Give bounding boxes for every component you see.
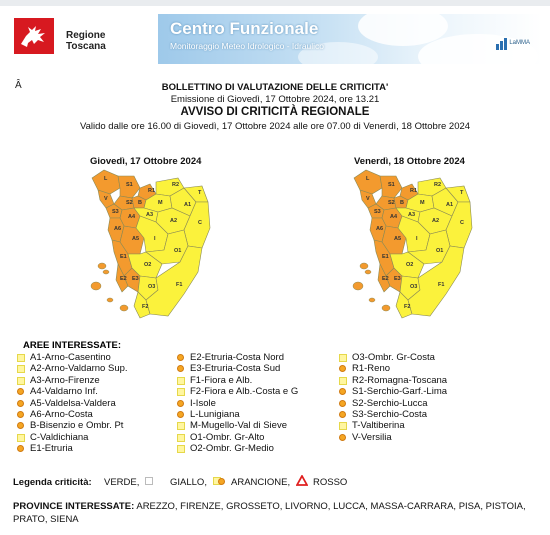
yellow-level-marker xyxy=(177,434,185,442)
notice-title: AVVISO DI CRITICITÀ REGIONALE xyxy=(180,106,370,118)
zone-label: R2 xyxy=(434,182,442,188)
orange-level-marker xyxy=(177,411,184,418)
zone-label: A4 xyxy=(390,214,398,220)
area-label: C-Valdichiana xyxy=(30,431,89,443)
island xyxy=(382,305,390,311)
area-label: R1-Reno xyxy=(352,363,391,375)
island xyxy=(353,282,363,290)
legend-red-triangle-icon xyxy=(296,475,308,486)
zone-label: O2 xyxy=(406,262,414,268)
zone-label: R2 xyxy=(172,182,180,188)
zone-label: E3 xyxy=(394,276,401,282)
orange-level-marker xyxy=(339,434,346,441)
zone-label: V xyxy=(104,196,108,202)
area-label: O3-Ombr. Gr-Costa xyxy=(352,352,435,363)
lamma-label: LaMMA xyxy=(509,40,530,46)
island xyxy=(103,270,109,274)
centro-funzionale-banner xyxy=(158,14,542,64)
zone-label: S2 xyxy=(126,200,133,206)
banner-subtitle: Monitoraggio Meteo Idrologico - Idraulico xyxy=(170,41,325,51)
zone-label: F2 xyxy=(404,304,411,310)
right-alert-map xyxy=(346,168,526,328)
area-label: T-Valtiberina xyxy=(352,420,405,432)
regione-toscana-logo xyxy=(8,14,148,58)
provinces-list: AREZZO, FIRENZE, GROSSETO, LIVORNO, LUCCA, MASSA-CARRARA, PISA, PISTOIA, PRATO, SIENA xyxy=(13,501,526,525)
orange-level-marker xyxy=(177,400,184,407)
emission-line: Emissione di Giovedì, 17 Ottobre 2024, ore 13.21 xyxy=(170,94,380,105)
area-label: L-Lunigiana xyxy=(190,408,240,420)
zone-label: C xyxy=(460,220,464,226)
orange-level-marker xyxy=(17,445,24,452)
left-map-title: Giovedì, 17 Ottobre 2024 xyxy=(90,156,202,167)
legend-label: Legenda criticità: xyxy=(13,477,92,488)
zone-label: O3 xyxy=(148,284,156,290)
orange-level-marker xyxy=(17,422,24,429)
yellow-level-marker xyxy=(339,422,347,430)
area-label: S1-Serchio-Garf.-Lima xyxy=(352,386,448,398)
zone-label: A2 xyxy=(170,218,178,224)
zone-label: E2 xyxy=(120,276,127,282)
zone-label: S3 xyxy=(112,209,119,215)
zone-label: A3 xyxy=(408,212,416,218)
zone-label: A4 xyxy=(128,214,136,220)
yellow-level-marker xyxy=(17,377,25,385)
orange-level-marker xyxy=(339,411,346,418)
yellow-level-marker xyxy=(17,434,25,442)
zone-label: I xyxy=(154,236,156,242)
yellow-level-marker xyxy=(339,377,347,385)
island xyxy=(360,263,368,269)
legend-arancione-label: ARANCIONE, xyxy=(231,477,291,488)
yellow-level-marker xyxy=(177,445,185,453)
area-label: S3-Serchio-Costa xyxy=(352,408,427,420)
zone-label: A5 xyxy=(394,236,402,242)
area-label: A6-Arno-Costa xyxy=(30,408,93,420)
legend-arancione xyxy=(231,477,290,488)
zone-label: O2 xyxy=(144,262,152,268)
zone-label: E1 xyxy=(120,254,127,260)
areas-title: AREE INTERESSATE: xyxy=(23,340,122,351)
island xyxy=(365,270,371,274)
area-label: I-Isole xyxy=(190,397,216,409)
zone-l xyxy=(92,170,120,194)
yellow-level-marker xyxy=(17,354,25,362)
zone-label: F1 xyxy=(438,282,445,288)
orange-level-marker xyxy=(17,411,24,418)
island xyxy=(107,298,113,302)
zone-label: A3 xyxy=(146,212,154,218)
zone-label: C xyxy=(198,220,202,226)
zone-label: L xyxy=(366,176,370,182)
zone-label: M xyxy=(420,200,425,206)
legend-rosso: ROSSO xyxy=(313,477,348,488)
orange-level-marker xyxy=(339,365,346,372)
zone-label: B xyxy=(400,200,404,206)
area-label: F2-Fiora e Alb.-Costa e G xyxy=(190,386,299,398)
area-label: O2-Ombr. Gr-Medio xyxy=(190,443,274,455)
zone-label: E2 xyxy=(382,276,389,282)
legend-giallo xyxy=(170,477,221,488)
area-label: B-Bisenzio e Ombr. Pt xyxy=(30,420,124,432)
yellow-level-marker xyxy=(177,422,185,430)
orange-level-marker xyxy=(339,388,346,395)
zone-label: O1 xyxy=(436,248,444,254)
zone-label: A5 xyxy=(132,236,140,242)
zone-label: S1 xyxy=(126,182,133,188)
zone-label: A6 xyxy=(114,226,122,232)
zone-label: A6 xyxy=(376,226,384,232)
right-map-title: Venerdì, 18 Ottobre 2024 xyxy=(354,156,465,167)
legend-giallo-label: GIALLO, xyxy=(170,477,207,488)
zone-l xyxy=(354,170,382,194)
zone-label: A1 xyxy=(446,202,454,208)
island xyxy=(91,282,101,290)
region-name: Regione Toscana xyxy=(66,30,106,52)
stray-character: Â xyxy=(15,80,22,91)
zone-label: F1 xyxy=(176,282,183,288)
left-alert-map xyxy=(84,168,264,328)
pegasus-logo-icon xyxy=(14,18,54,54)
zone-label: V xyxy=(366,196,370,202)
zone-label: O1 xyxy=(174,248,182,254)
yellow-level-marker xyxy=(339,354,347,362)
validity-line: Valido dalle ore 16.00 di Giovedì, 17 Ottobre 2024 alle ore 07.00 di Venerdì, 18 Ottobre 2024 xyxy=(79,121,471,132)
zone-label: T xyxy=(198,190,202,196)
area-label: E3-Etruria-Costa Sud xyxy=(190,363,281,375)
area-label: E1-Etruria xyxy=(30,443,73,455)
area-label: A5-Valdelsa-Valdera xyxy=(30,397,116,409)
area-label: R2-Romagna-Toscana xyxy=(352,374,448,386)
zone-label: S2 xyxy=(388,200,395,206)
area-label: S2-Serchio-Lucca xyxy=(352,397,428,409)
island xyxy=(120,305,128,311)
orange-level-marker xyxy=(17,388,24,395)
zone-label: A2 xyxy=(432,218,440,224)
orange-level-marker xyxy=(339,400,346,407)
legend-verde-marker xyxy=(145,477,153,485)
yellow-level-marker xyxy=(177,377,185,385)
zone-label: S3 xyxy=(374,209,381,215)
zone-label: I xyxy=(416,236,418,242)
banner-title: Centro Funzionale xyxy=(170,19,319,38)
zone-label: E1 xyxy=(382,254,389,260)
area-label: A4-Valdarno Inf. xyxy=(30,386,98,398)
lamma-logo-icon xyxy=(496,38,510,50)
area-label: F1-Fiora e Alb. xyxy=(190,374,253,386)
zone-label: R1 xyxy=(410,188,418,194)
zone-label: E3 xyxy=(132,276,139,282)
legend-verde-label: VERDE, xyxy=(104,477,140,488)
zone-label: R1 xyxy=(148,188,156,194)
zone-label: O3 xyxy=(410,284,418,290)
island xyxy=(369,298,375,302)
zone-label: A1 xyxy=(184,202,192,208)
island xyxy=(98,263,106,269)
zone-label: B xyxy=(138,200,142,206)
provinces-label: PROVINCE INTERESSATE: xyxy=(13,501,135,512)
area-label: O1-Ombr. Gr-Alto xyxy=(190,431,265,443)
yellow-level-marker xyxy=(17,365,25,373)
zone-label: S1 xyxy=(388,182,395,188)
orange-level-marker xyxy=(177,354,184,361)
provinces-block xyxy=(13,500,533,526)
area-label: V-Versilia xyxy=(352,431,392,443)
area-label: A1-Arno-Casentino xyxy=(30,352,111,363)
orange-level-marker xyxy=(177,365,184,372)
legend-orange-marker xyxy=(218,478,225,485)
zone-label: F2 xyxy=(142,304,149,310)
bulletin-title: BOLLETTINO DI VALUTAZIONE DELLE CRITICITA' xyxy=(161,82,389,93)
area-label: A2-Arno-Valdarno Sup. xyxy=(30,363,128,375)
zone-label: M xyxy=(158,200,163,206)
zone-label: T xyxy=(460,190,464,196)
area-label: A3-Arno-Firenze xyxy=(30,374,100,386)
area-label: M-Mugello-Val di Sieve xyxy=(190,420,287,432)
orange-level-marker xyxy=(17,400,24,407)
area-label: E2-Etruria-Costa Nord xyxy=(190,352,284,363)
yellow-level-marker xyxy=(177,388,185,396)
top-strip xyxy=(0,0,550,6)
zone-label: L xyxy=(104,176,108,182)
legend-verde xyxy=(104,477,153,488)
